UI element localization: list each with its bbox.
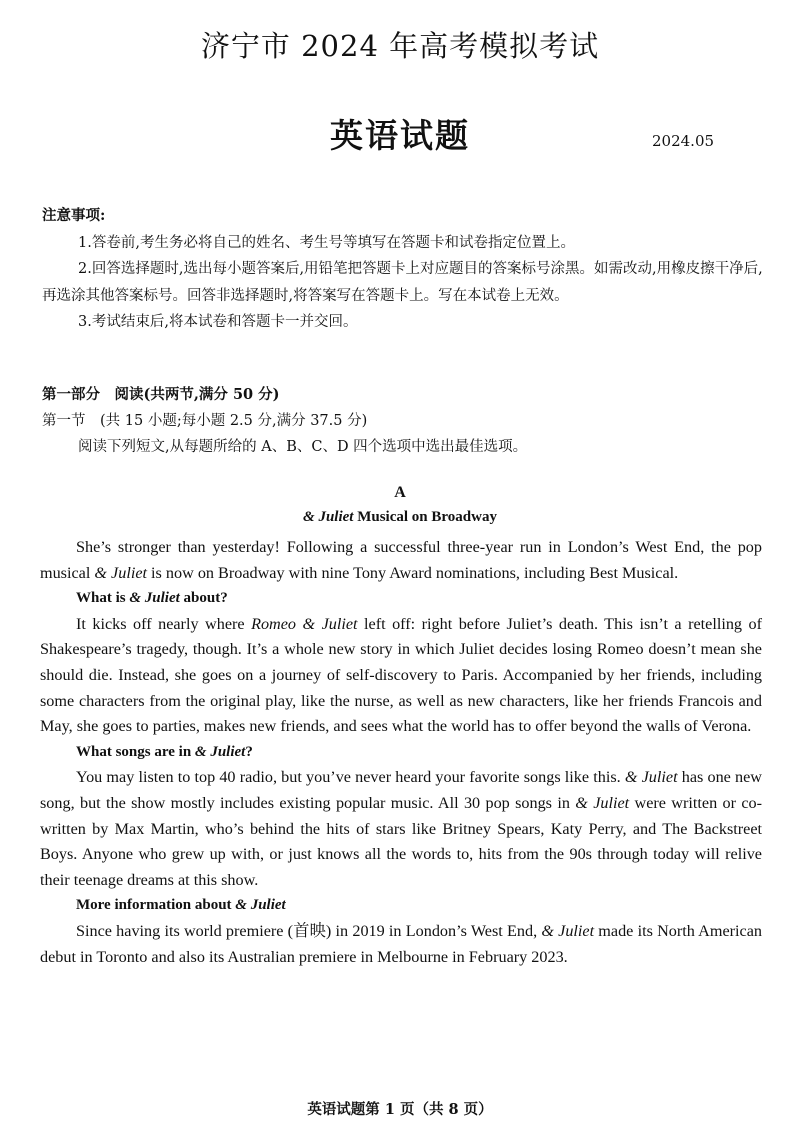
note-item-1: 1.答卷前,考生务必将自己的姓名、考生号等填写在答题卡和试卷指定位置上。 (78, 234, 575, 251)
paragraph-4: Since having its world premiere (首映) in 2019 in London’s West End, & Juliet made its North American debut in Toronto and also its Australian premiere in Melbourne in February 2023. (40, 921, 762, 966)
exam-title: 济宁市 2024 年高考模拟考试 (200, 29, 600, 63)
section-title: 第一节 (共 15 小题;每小题 2.5 分,满分 37.5 分) (42, 413, 368, 429)
subheading-3: More information about & Juliet (76, 897, 286, 914)
notes-heading: 注意事项: (42, 207, 106, 224)
note-item-3: 3.考试结束后,将本试卷和答题卡一并交回。 (78, 314, 358, 330)
subheading-1: What is & Juliet about? (76, 590, 228, 607)
part-title: 第一部分 阅读(共两节,满分 50 分) (42, 386, 280, 403)
page-footer: 英语试题第 1 页（共 8 页） (307, 1101, 493, 1118)
section-instruction: 阅读下列短文,从每题所给的 A、B、C、D 四个选项中选出最佳选项。 (78, 439, 528, 455)
subheading-2: What songs are in & Juliet? (76, 743, 253, 760)
passage-title: & Juliet Musical on Broadway (303, 509, 497, 525)
passage-letter: A (394, 484, 406, 501)
note-item-2: 2.回答选择题时,选出每小题答案后,用铅笔把答题卡上对应题目的答案标号涂黑。如需改动,用橡皮擦干净后,再选涂其他答案标号。回答非选择题时,将答案写在答题卡上。写在本试卷上无效。 (42, 261, 763, 304)
subject-title: 英语试题 (330, 116, 470, 155)
passage-body (40, 535, 762, 970)
paragraph-3: You may listen to top 40 radio, but you’ve never heard your favorite songs like this. & Juliet has one new song, but the show mostly includes existing popular music. All 30 pop songs in & Juliet were written or co-written by Max Martin, who’s behind the hits of stars like Britney Spears, Katy Perry, and The Backstreet Boys. Anyone who grew up with, or just knows all the words to, hits from the 90s through today will relive their teenage dreams at this show. (40, 768, 763, 889)
exam-date: 2024.05 (652, 132, 715, 150)
paragraph-2: It kicks off nearly where Romeo & Juliet left off: right before Juliet’s death. This isn’t a retelling of Shakespeare’s tragedy, though. It’s a whole new story in which Juliet decides losing Romeo doesn’t mean she should die. Instead, she goes on a journey of self-discovery to Paris. Accompanied by her friends, including some characters from the original play, like the nurse, as well as new characters, like her friends Francois and May, she goes to parties, makes new friends, and sees what the world has to offer beyond the walls of Verona. (40, 614, 763, 736)
paragraph-1: She’s stronger than yesterday! Following a successful three-year run in London’s West End, the pop musical & Juliet is now on Broadway with nine Tony Award nominations, including Best Musical. (40, 538, 762, 582)
part-info (42, 382, 772, 460)
notes-section (42, 203, 772, 336)
